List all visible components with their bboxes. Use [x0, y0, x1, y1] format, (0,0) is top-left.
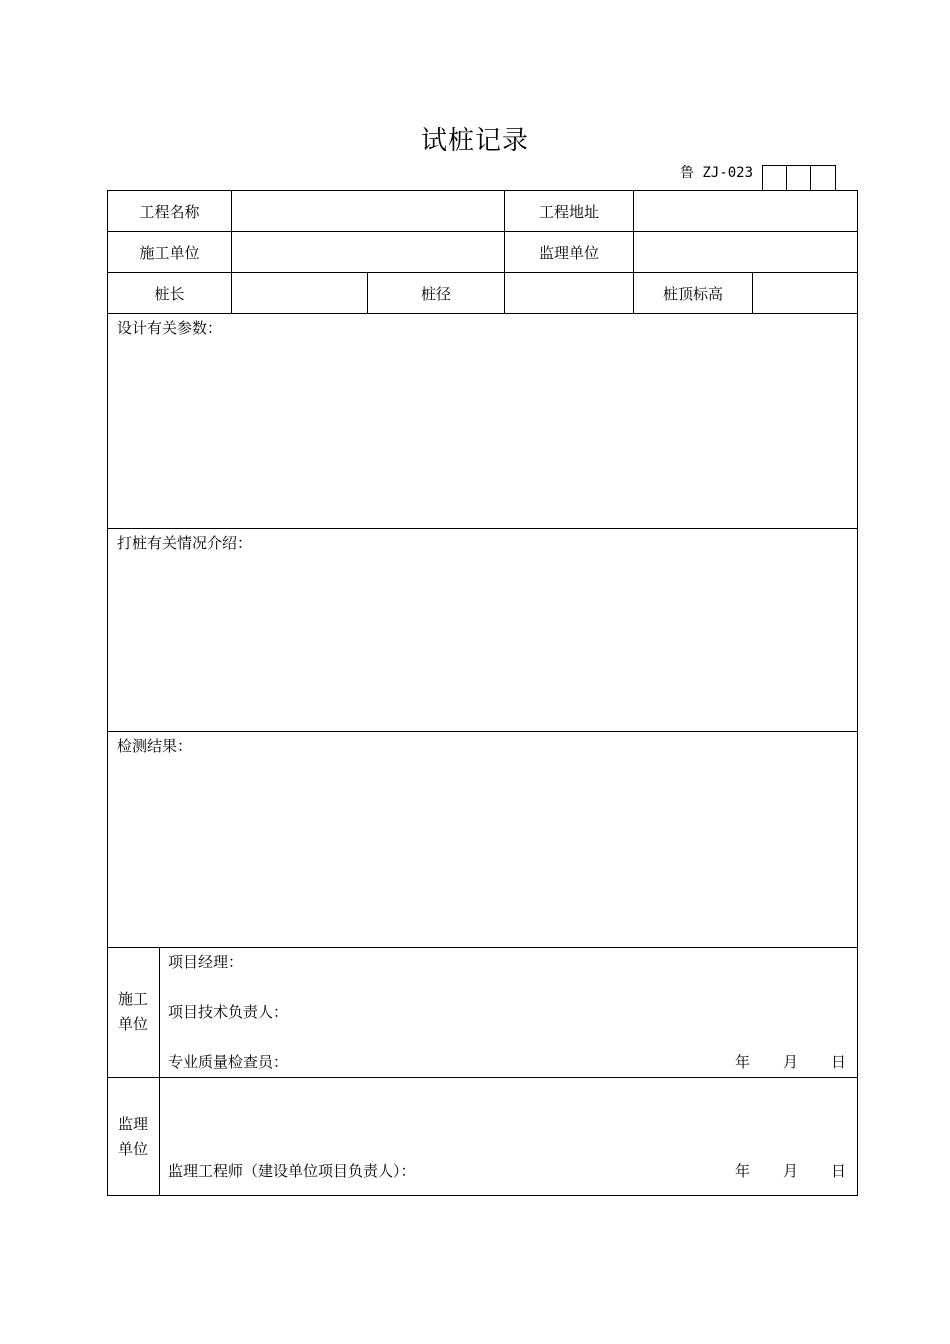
project-name-label: 工程名称 [139, 202, 200, 221]
supervision-unit-label [108, 1112, 158, 1162]
piling-intro-label: 打桩有关情况介绍： [117, 534, 253, 552]
month-label: 月 [783, 1053, 799, 1071]
pile-top-elevation-label: 桩顶标高 [662, 284, 723, 303]
supervision-unit-label-line1: 监理 [117, 1115, 148, 1133]
contractor-field[interactable] [232, 232, 504, 272]
row-divider [107, 313, 858, 314]
contractor-label: 施工单位 [139, 243, 200, 262]
test-results-label: 检测结果： [117, 737, 193, 755]
project-name-field[interactable] [232, 191, 504, 231]
year-label: 年 [735, 1162, 751, 1180]
supervisor-field[interactable] [634, 232, 857, 272]
pile-length-field[interactable] [232, 273, 367, 313]
piling-intro-area[interactable] [108, 555, 857, 730]
project-address-field[interactable] [634, 191, 857, 231]
year-label: 年 [735, 1053, 751, 1071]
project-manager-label: 项目经理： [168, 953, 244, 971]
design-params-label: 设计有关参数： [117, 319, 223, 337]
row-divider [107, 947, 858, 948]
page-title: 试桩记录 [420, 126, 529, 156]
construction-unit-label-line1: 施工 [117, 990, 148, 1008]
quality-inspector-label: 专业质量检查员： [168, 1053, 289, 1071]
form-code: 鲁 ZJ-023 [680, 165, 754, 181]
pile-diameter-field[interactable] [505, 273, 633, 313]
pile-top-elevation-field[interactable] [753, 273, 857, 313]
project-address-label: 工程地址 [538, 202, 599, 221]
row-divider [107, 528, 858, 529]
number-box[interactable] [811, 166, 835, 191]
day-label: 日 [831, 1162, 847, 1180]
tech-lead-label: 项目技术负责人： [168, 1003, 289, 1021]
day-label: 日 [831, 1053, 847, 1071]
pile-length-label: 桩长 [154, 284, 185, 303]
construction-unit-label-line2: 单位 [117, 1015, 148, 1033]
design-params-area[interactable] [108, 340, 857, 527]
row-divider [107, 1077, 858, 1078]
supervision-unit-label-line2: 单位 [117, 1140, 148, 1158]
number-box[interactable] [763, 166, 787, 191]
pile-diameter-label: 桩径 [420, 284, 451, 303]
row-divider [107, 731, 858, 732]
supervising-engineer-label: 监理工程师（建设单位项目负责人）： [168, 1162, 416, 1180]
col-divider [159, 947, 160, 1196]
construction-unit-label [108, 987, 158, 1037]
form-number-boxes [762, 165, 836, 190]
month-label: 月 [783, 1162, 799, 1180]
supervisor-label: 监理单位 [538, 243, 599, 262]
test-results-area[interactable] [108, 758, 857, 946]
number-box[interactable] [787, 166, 811, 191]
